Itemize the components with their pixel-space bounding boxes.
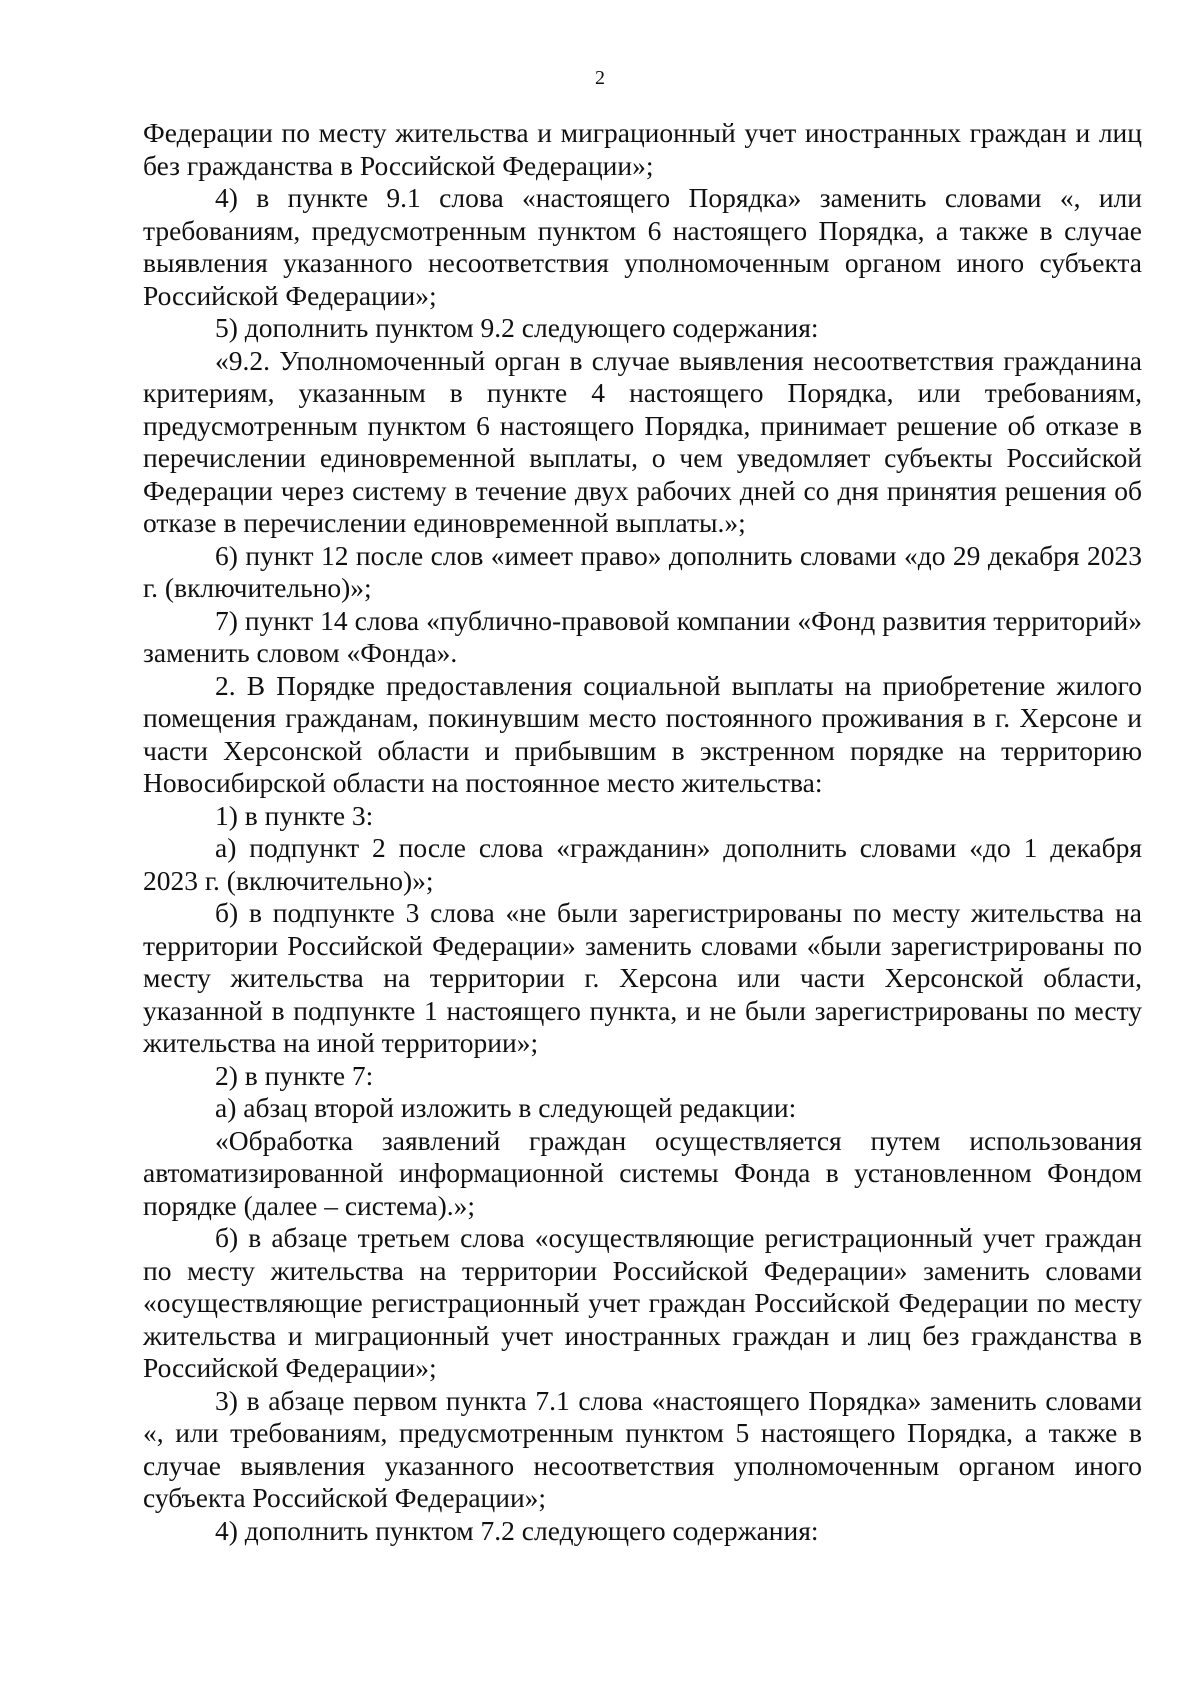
paragraph: Федерации по месту жительства и миграционный учет иностранных граждан и лиц без гражданства в Российской Федерации»; xyxy=(143,117,1142,181)
paragraph: «9.2. Уполномоченный орган в случае выявления несоответствия гражданина критериям, указанным в пункте 4 настоящего Порядка, или требованиям, предусмотренным пунктом 6 настоящего Порядка, принимает решение об отказе в перечислении единовременной выплаты, о чем уведомляет субъекты Российской Федерации через систему в течение двух рабочих дней со дня принятия решения об отказе в перечислении единовременной выплаты.»; xyxy=(143,344,1142,538)
paragraph: 7) пункт 14 слова «публично-правовой компании «Фонд развития территорий» заменить словом «Фонда». xyxy=(143,604,1142,668)
paragraph: 4) в пункте 9.1 слова «настоящего Порядка» заменить словами «, или требованиям, предусмотренным пунктом 6 настоящего Порядка, а также в случае выявления указанного несоответствия уполномоченным органом иного субъекта Российской Федерации»; xyxy=(143,182,1142,311)
page-number: 2 xyxy=(595,67,605,89)
paragraph: б) в абзаце третьем слова «осуществляющие регистрационный учет граждан по месту жительства на территории Российской Федерации» заменить словами «осуществляющие регистрационный учет граждан Российской Федерации по месту жительства и миграционный учет иностранных граждан и лиц без гражданства в Российской Федерации»; xyxy=(143,1222,1142,1383)
paragraph: 1) в пункте 3: xyxy=(215,799,374,831)
paragraph: 4) дополнить пунктом 7.2 следующего содержания: xyxy=(215,1514,819,1546)
paragraph: «Обработка заявлений граждан осуществляется путем использования автоматизированной информационной системы Фонда в установленном Фондом порядке (далее – система).»; xyxy=(143,1124,1142,1221)
paragraph: а) абзац второй изложить в следующей редакции: xyxy=(215,1092,797,1123)
paragraph: б) в подпункте 3 слова «не были зарегистрированы по месту жительства на территории Российской Федерации» заменить словами «были зарегистрированы по месту жительства на территории г. Херсона или части Херсонской области, указанной в подпункте 1 настоящего пункта, и не были зарегистрированы по месту жительства на иной территории»; xyxy=(143,897,1142,1058)
paragraph: а) подпункт 2 после слова «гражданин» дополнить словами «до 1 декабря 2023 г. (включительно)»; xyxy=(143,832,1142,896)
document-body xyxy=(143,117,1142,1547)
paragraph: 2. В Порядке предоставления социальной выплаты на приобретение жилого помещения гражданам, покинувшим место постоянного проживания в г. Херсоне и части Херсонской области и прибывшим в экстренном порядке на территорию Новосибирской области на постоянное место жительства: xyxy=(143,669,1142,798)
paragraph: 2) в пункте 7: xyxy=(215,1059,374,1091)
paragraph: 6) пункт 12 после слов «имеет право» дополнить словами «до 29 декабря 2023 г. (включительно)»; xyxy=(143,539,1142,603)
paragraph: 3) в абзаце первом пункта 7.1 слова «настоящего Порядка» заменить словами «, или требованиям, предусмотренным пунктом 5 настоящего Порядка, а также в случае выявления указанного несоответствия уполномоченным органом иного субъекта Российской Федерации»; xyxy=(143,1384,1142,1513)
paragraph: 5) дополнить пунктом 9.2 следующего содержания: xyxy=(215,312,819,343)
